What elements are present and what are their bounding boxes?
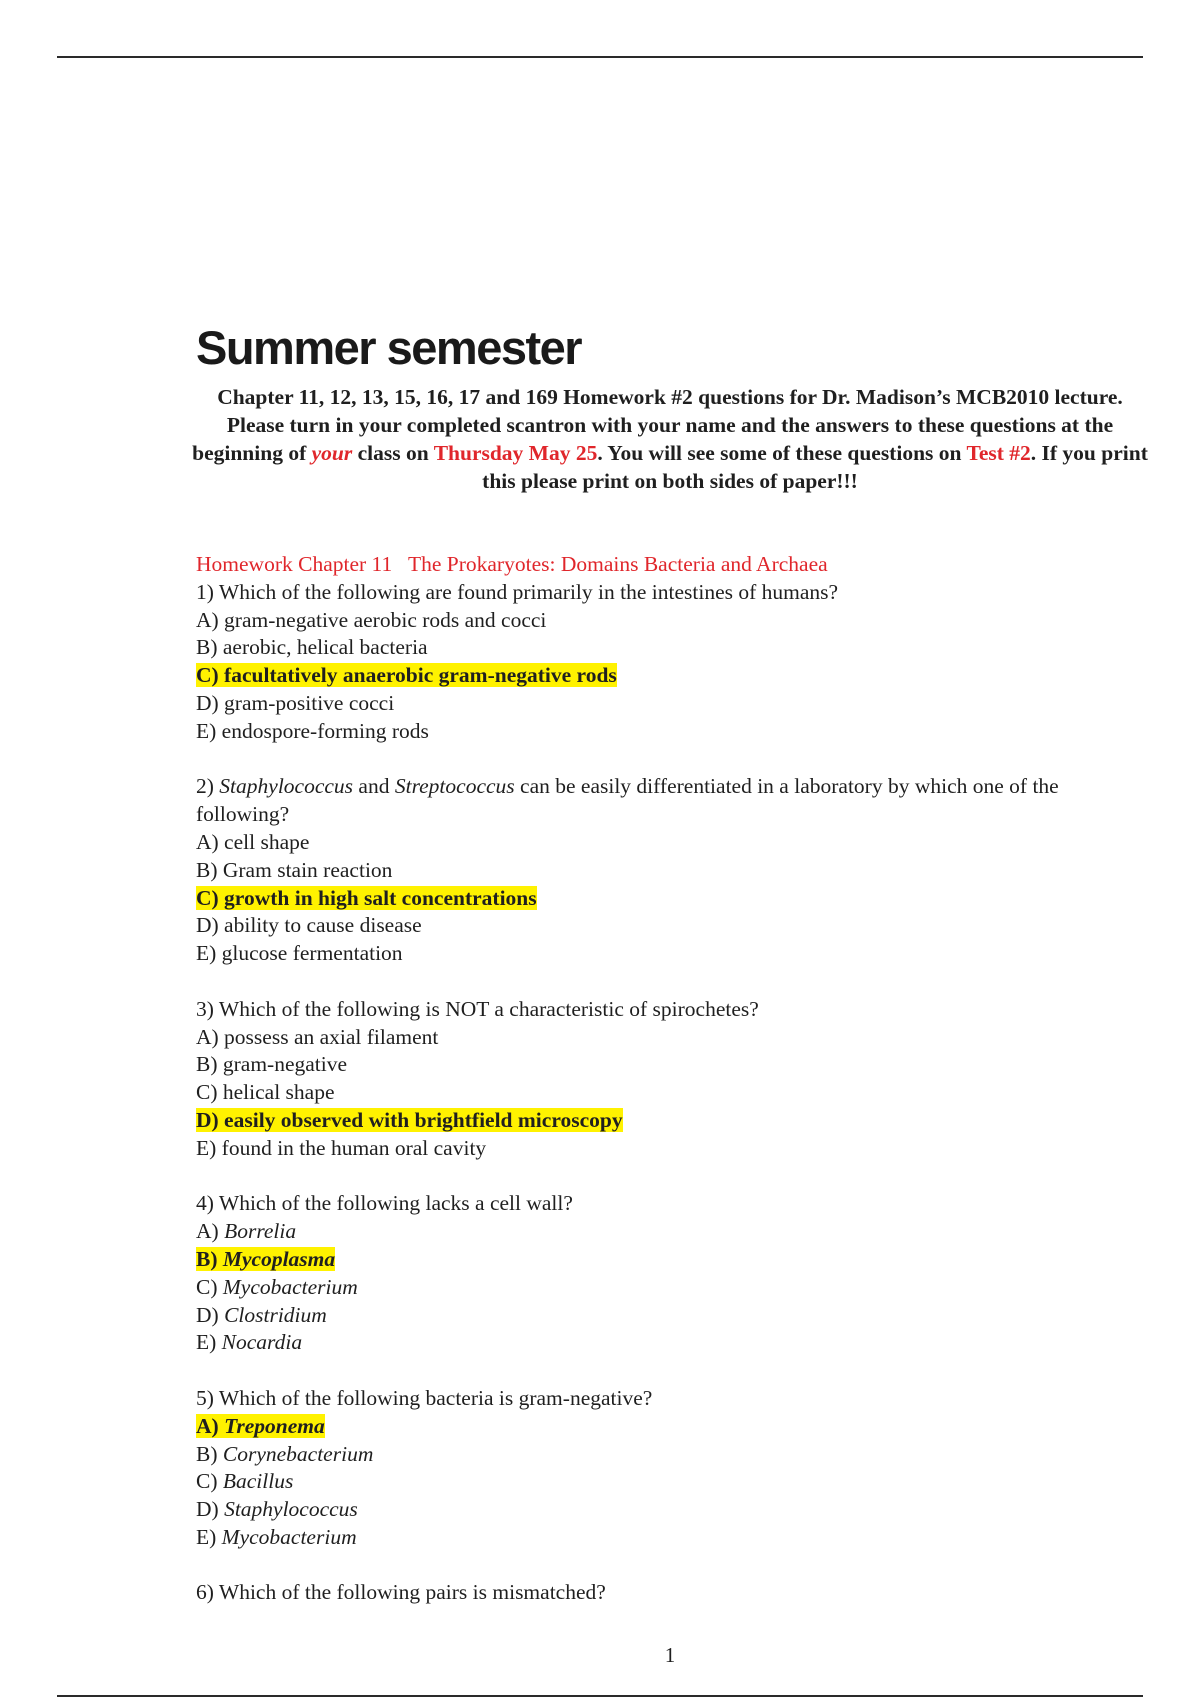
option-c-correct [196, 885, 1146, 913]
option-genus: Bacillus [222, 1469, 294, 1494]
question-5 [196, 1385, 1146, 1552]
highlighted-answer [196, 1247, 335, 1271]
option-c-correct [196, 662, 1146, 690]
intro-text-2: class on [352, 441, 434, 465]
option-d [196, 1496, 1146, 1524]
option-label: A) [196, 1413, 225, 1438]
question-text: 1) Which of the following are found primarily in the intestines of humans? [196, 579, 839, 604]
intro-text-3: . You will see some of these questions on [597, 441, 967, 465]
option-a-correct [196, 1413, 1146, 1441]
option-c [196, 1274, 1146, 1302]
intro-test-name: Test #2 [966, 441, 1031, 465]
intro-paragraph [190, 383, 1150, 495]
question-2 [196, 773, 1146, 968]
option-label: E) [196, 1330, 222, 1355]
option-a: A) gram-negative aerobic rods and cocci [196, 607, 547, 632]
homework-content [196, 551, 1146, 1635]
page-number: 1 [664, 1643, 676, 1667]
option-a [196, 1218, 1146, 1246]
option-label: D) [196, 1302, 225, 1327]
bottom-rule [57, 1695, 1143, 1697]
option-d: D) ability to cause disease [196, 913, 422, 938]
option-d [196, 1302, 1146, 1330]
question-3 [196, 996, 1146, 1163]
option-label: C) [196, 1274, 223, 1299]
option-b-correct [196, 1246, 1146, 1274]
option-genus: Mycobacterium [221, 1524, 357, 1549]
option-e: E) found in the human oral cavity [196, 1135, 487, 1160]
genus-name: Staphylococcus [219, 774, 354, 799]
highlighted-answer [196, 1414, 325, 1438]
option-b: B) gram-negative [196, 1052, 348, 1077]
highlighted-answer: C) growth in high salt concentrations [196, 885, 537, 910]
option-label: C) [196, 1469, 223, 1494]
question-text: 5) Which of the following bacteria is gram-negative? [196, 1385, 653, 1410]
page-title: Summer semester [196, 321, 582, 374]
chapter-title: Homework Chapter 11 The Prokaryotes: Domains Bacteria and Archaea [196, 552, 828, 576]
option-b [196, 1441, 1146, 1469]
question-text: 6) Which of the following pairs is mismatched? [196, 1580, 606, 1605]
question-6 [196, 1579, 1146, 1607]
option-label: B) [196, 1246, 223, 1271]
option-a: A) cell shape [196, 829, 310, 854]
question-text [196, 773, 1146, 829]
question-text: 4) Which of the following lacks a cell wall? [196, 1191, 573, 1216]
option-d-correct [196, 1107, 1146, 1135]
option-genus: Staphylococcus [224, 1497, 358, 1522]
intro-due-date: Thursday May 25 [433, 441, 598, 465]
option-a: A) possess an axial filament [196, 1024, 439, 1049]
question-text-part: and [353, 774, 395, 799]
option-e [196, 1524, 1146, 1552]
option-label: E) [196, 1524, 222, 1549]
question-number: 2) [196, 774, 220, 799]
top-rule [57, 56, 1143, 58]
question-4 [196, 1190, 1146, 1357]
intro-text-4: . If you print this please print on both sides of paper!!! [482, 441, 1148, 493]
option-e: E) endospore-forming rods [196, 718, 429, 743]
option-genus: Clostridium [224, 1302, 327, 1327]
genus-name: Streptococcus [394, 774, 515, 799]
highlighted-answer: C) facultatively anaerobic gram-negative rods [196, 663, 617, 688]
option-label: D) [196, 1497, 225, 1522]
question-text: 3) Which of the following is NOT a characteristic of spirochetes? [196, 996, 759, 1021]
option-e [196, 1329, 1146, 1357]
highlighted-answer: D) easily observed with brightfield microscopy [196, 1107, 623, 1132]
option-genus: Nocardia [221, 1330, 303, 1355]
option-d: D) gram-positive cocci [196, 690, 395, 715]
question-1 [196, 579, 1146, 746]
option-c: C) helical shape [196, 1080, 335, 1105]
question-text-part: can be easily differentiated in a laboratory by which one of the following? [196, 774, 1059, 827]
option-genus: Borrelia [224, 1219, 297, 1244]
option-label: B) [196, 1441, 223, 1466]
option-genus: Mycobacterium [222, 1274, 358, 1299]
option-genus: Mycoplasma [222, 1246, 336, 1271]
intro-text-1: Chapter 11, 12, 13, 15, 16, 17 and 169 Homework #2 questions for Dr. Madison’s MCB2010 lecture. Please turn in your completed scantron with your name and the answers to these questions at the beginning of [192, 385, 1123, 465]
option-b: B) aerobic, helical bacteria [196, 635, 428, 660]
option-genus: Treponema [224, 1413, 325, 1438]
option-e: E) glucose fermentation [196, 941, 403, 966]
option-b: B) Gram stain reaction [196, 857, 393, 882]
option-c [196, 1468, 1146, 1496]
option-genus: Corynebacterium [222, 1441, 374, 1466]
option-label: A) [196, 1219, 225, 1244]
intro-your: your [311, 441, 353, 465]
